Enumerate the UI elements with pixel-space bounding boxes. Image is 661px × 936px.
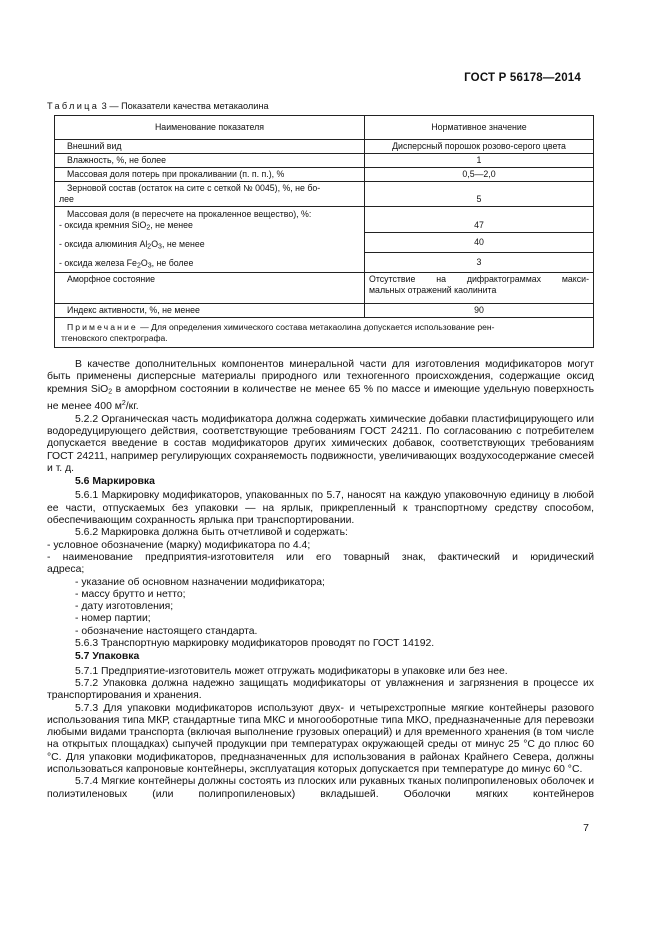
row-name: [55, 207, 365, 273]
row-value: Отсутствие на дифрактограммах макси- мальных отражений каолинита: [365, 273, 594, 304]
list-item: - номер партии;: [75, 613, 151, 625]
document-code: ГОСТ Р 56178—2014: [464, 72, 581, 84]
quality-table: [54, 115, 594, 348]
row-name-line: лее: [59, 194, 74, 204]
row-value: 90: [365, 304, 594, 318]
section-heading-5-6: 5.6 Маркировка: [75, 476, 155, 488]
table-row: [55, 304, 594, 318]
list-item: - указание об основном назначении модификатора;: [75, 576, 325, 588]
table-row: [55, 273, 594, 304]
row-value: Дисперсный порошок розово-серого цвета: [365, 140, 594, 154]
paragraph-5-6-1: 5.6.1 Маркировку модификаторов, упакованных по 5.7, наносят на каждую упаковочную единицу в любой ее части, отпускаемых без упаковки — на ярлык, прикрепленный к транспортному средству способом, обеспечивающим сохранность ярлыка при транспортировании.: [47, 490, 594, 527]
mass-intro: Массовая доля (в пересчете на прокаленное вещество), %:: [67, 209, 312, 219]
row-value: 3: [365, 253, 594, 273]
mass-fe: - оксида железа $Fe_2O_3$, не более: [59, 258, 194, 270]
list-item-continuation: адреса;: [47, 564, 85, 576]
row-value: 1: [365, 154, 594, 168]
list-item: - дату изготовления;: [75, 601, 174, 613]
list-item: - наименование предприятия-изготовителя или его товарный знак, фактический и юридический: [47, 551, 594, 563]
row-name: Внешний вид: [55, 140, 365, 154]
table-row: [55, 182, 594, 207]
row-name: Индекс активности, %, не менее: [55, 304, 365, 318]
list-item: - обозначение настоящего стандарта.: [75, 625, 258, 637]
table-row: [55, 140, 594, 154]
paragraph-5-7-4: 5.7.4 Мягкие контейнеры должны состоять из плоских или рукавных тканых полипропиленовых оболочек и полиэтиленовых (или полипропиленовых) вкладышей. Оболочки мягких контейнеров: [47, 776, 594, 800]
row-name: Влажность, %, не более: [55, 154, 365, 168]
table-row: [55, 207, 594, 233]
row-name-line: Зерновой состав (остаток на сите с сеткой № 0045), %, не бо-: [67, 183, 321, 193]
mass-si: - оксида кремния SiO$_2$, не менее: [59, 220, 193, 232]
table-caption: [47, 101, 269, 111]
paragraph-5-6-3: 5.6.3 Транспортную маркировку модификаторов проводят по ГОСТ 14192.: [75, 638, 435, 650]
paragraph-5-2-2: 5.2.2 Органическая часть модификатора должна содержать химические добавки пластифицирующего или водоредуцирующего действия, соответствующие требованиям ГОСТ 24211. По согласованию с потребителем допускается введение в состав модификаторов других химических добавок, соответствующих требованиям ГОСТ 24211, например регулирующих сохраняемость подвижности, увеличивающих воздухосодержание смесей и т. д.: [47, 413, 594, 474]
mass-al: - оксида алюминия $Al_2O_3$, не менее: [59, 239, 205, 251]
list-item: - условное обозначение (марку) модификатора по 4.4;: [47, 539, 311, 551]
row-value: 47: [365, 207, 594, 233]
paragraph-5-7-1: 5.7.1 Предприятие-изготовитель может отгружать модификаторы в упаковке или без нее.: [75, 665, 508, 677]
row-value: 40: [365, 233, 594, 253]
col-header-name: Наименование показателя: [55, 116, 365, 140]
row-name: Массовая доля потерь при прокаливании (п. п. п.), %: [55, 168, 365, 182]
list-item: - массу брутто и нетто;: [75, 588, 186, 600]
body-text: [47, 359, 594, 801]
paragraph: В качестве дополнительных компонентов минеральной части для изготовления модификаторов могут быть применены дисперсные материалы природного или техногенного происхождения, содержащие оксид кремния SiO$_2$ в аморфном состоянии в количестве не менее 65 % по массе и имеющие удельную поверхность не менее 400 $м^2/кг$.: [47, 359, 595, 413]
table-row: [55, 168, 594, 182]
table-caption-word: Таблица: [47, 101, 100, 111]
row-value: 5: [365, 182, 594, 207]
paragraph-5-6-2: 5.6.2 Маркировка должна быть отчетливой и содержать:: [75, 527, 348, 539]
table-header-row: [55, 116, 594, 140]
paragraph-5-7-3: 5.7.3 Для упаковки модификаторов используют двух- и четырехстропные мягкие контейнеры разового использования типа МКР, стандартные типа МКС и многооборотные типа МКО, предназначенные для перевозки любыми видами транспорта (включая выполнение грузовых операций) и для временного хранения (в том числе на открытых площадках) сыпучей продукции при температурах окружающей среды от минус 25 °С до плюс 60 °С. Для упаковки модификаторов, предназначенных для использования в районах Крайнего Севера, должны использоваться капроновые контейнеры, эксплуатация которых допускается при температуре до минус 60 °С.: [47, 702, 594, 775]
table-caption-text: 3 — Показатели качества метакаолина: [99, 101, 269, 111]
row-name: [55, 182, 365, 207]
col-header-value: Нормативное значение: [365, 116, 594, 140]
table-note: Примечание — Для определения химического состава метакаолина допускается использование рен- тгеновского спектрографа.: [55, 318, 594, 348]
section-heading-5-7: 5.7 Упаковка: [75, 651, 140, 663]
paragraph-5-7-2: 5.7.2 Упаковка должна надежно защищать модификаторы от увлажнения и загрязнения в процессе их транспортирования и хранения.: [47, 677, 594, 702]
row-name: Аморфное состояние: [55, 273, 365, 304]
table-note-row: [55, 318, 594, 348]
row-value: 0,5—2,0: [365, 168, 594, 182]
page-number: 7: [583, 822, 589, 834]
table-row: [55, 154, 594, 168]
